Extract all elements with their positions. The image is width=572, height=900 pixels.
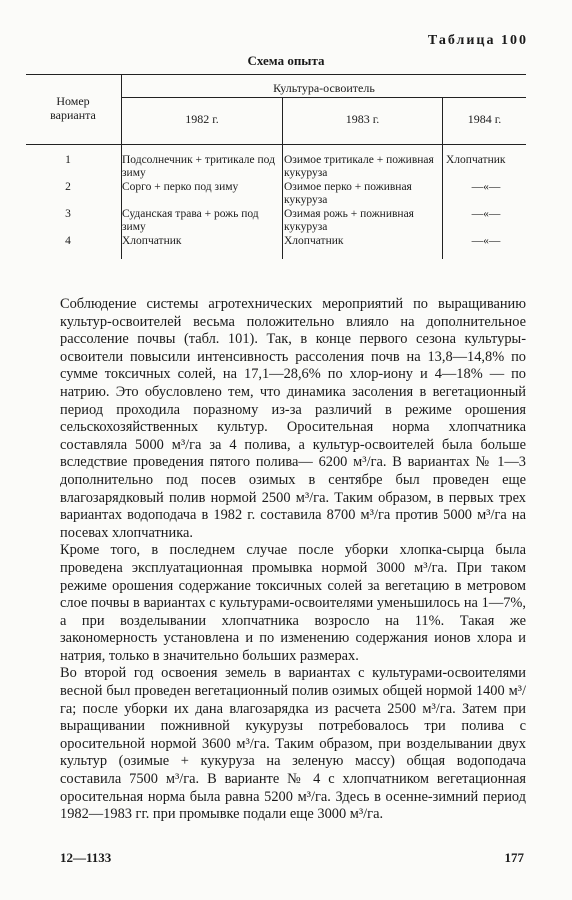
row-3-culture-1983: Озимая рожь + пожнивная кукуруза: [284, 208, 414, 233]
table-header-bottom-rule: [26, 144, 526, 145]
row-3-culture-1982: Суданская трава + рожь под зиму: [122, 208, 259, 233]
paragraph-1: Соблюдение системы агротехнических мероприятий по выращиванию культур-освоителей весьма положительно влияло на дополнительное рассоление почвы (табл. 101). Так, в конце первого сезона культуры-освоители повысили интенсивность рассоления почв на 13,8—14,8% по сумме токсичных солей, на 17,1—28,6% по хлор-иону и 4—18% — по натрию. Это обусловлено тем, что динамика засоления в вегетационный период проходила поразному из-за различий в режиме орошения сельскохозяйственных культур. Оросительная норма хлопчатника составляла 5000 м³/га за 4 полива, а культур-освоителей была больше вследствие проведения пятого полива— 6200 м³/га. В вариантах № 1—3 дополнительно под посев озимых в сентябре был проведен еще влагозарядковый полив нормой 2500 м³/га. Таким образом, в первых трех вариантах водоподача в 1982 г. составила 8700 м³/га против 5000 м³/га на посевах хлопчатника.: [60, 296, 526, 541]
row-3-number: 3: [65, 208, 71, 220]
header-culture-group: Культура-освоитель: [273, 81, 375, 95]
row-2-culture-1984: —«—: [471, 181, 501, 193]
paragraph-3: Во второй год освоения земель в вариантах с культурами-освоителями весной был проведен вегетационный полив озимых общей нормой 1400 м³/га; после уборки их дана влагозарядка из расчета 2500 м³/га. Затем при выращивании пожнивной кукурузы потребовалось три полива с оросительной нормой 3600 м³/га. Таким образом, при возделывании двух культур (озимые + кукуруза на зеленую массу) общая водоподача составила 7500 м³/га. В варианте № 4 с хлопчатником вегетационная оросительная норма была равна 5200 м³/га. Здесь в осенне-зимний период 1982—1983 гг. при промывке подали еще 3000 м³/га.: [60, 665, 526, 823]
row-4-culture-1982: Хлопчатник: [122, 235, 182, 247]
row-2-number: 2: [65, 181, 71, 193]
table-title: Схема опыта: [247, 53, 325, 68]
page-number: 177: [504, 850, 524, 865]
header-variant-number: Номер варианта: [50, 94, 96, 122]
row-4-number: 4: [65, 235, 71, 247]
table-top-rule: [26, 74, 526, 75]
table-group-rule: [122, 97, 526, 98]
row-1-culture-1983: Озимое тритикале + поживная кукуруза: [284, 154, 434, 179]
header-year-1982: 1982 г.: [185, 112, 219, 126]
body-text: [60, 296, 526, 824]
header-year-1983: 1983 г.: [345, 112, 380, 126]
row-1-number: 1: [65, 154, 71, 166]
row-2-culture-1982: Сорго + перко под зиму: [122, 181, 239, 193]
row-1-culture-1982: Подсолнечник + тритикале под зиму: [122, 154, 275, 179]
table-number-label: Таблица 100: [427, 33, 528, 48]
header-year-1984: 1984 г.: [467, 112, 502, 126]
row-3-culture-1984: —«—: [471, 208, 501, 220]
paragraph-2: Кроме того, в последнем случае после уборки хлопка-сырца была проведена эксплуатационная промывка нормой 3000 м³/га. При таком режиме орошения содержание токсичных солей за вегетацию в метровом слое почвы в вариантах с культурами-освоителями уменьшилось на 1—7%, а при возделывании хлопчатника возросло на 11%. Такая же закономерность установлена и по изменению содержания ионов хлора и натрия, только в значительно больших размерах.: [60, 542, 526, 664]
row-4-culture-1983: Хлопчатник: [284, 235, 344, 247]
signature-mark: 12—1133: [60, 850, 112, 865]
row-4-culture-1984: —«—: [471, 235, 501, 247]
row-1-culture-1984: Хлопчатник: [446, 154, 506, 166]
row-2-culture-1983: Озимое перко + поживная кукуруза: [284, 181, 412, 206]
